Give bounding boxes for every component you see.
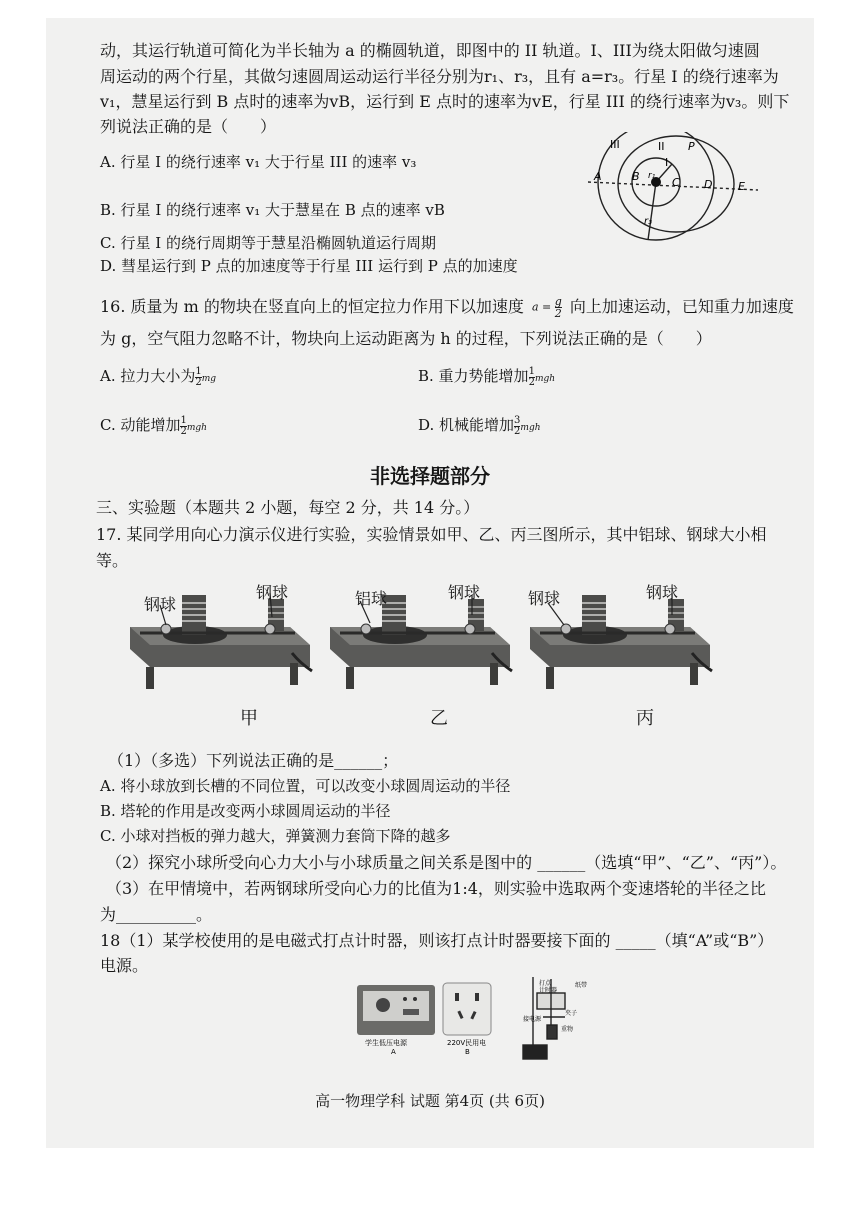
- q18-line-2: 电源。: [100, 956, 149, 975]
- low-voltage-supply-image: [357, 985, 435, 1035]
- q15-option-b: B. 行星 I 的绕行速率 v₁ 大于慧星在 B 点的速率 vB: [100, 201, 445, 219]
- power-connect-label: 接电源: [523, 1016, 542, 1023]
- section-3-heading: 三、实验题（本题共 2 小题，每空 2 分，共 14 分。）: [96, 498, 480, 517]
- apparatus-yi: [330, 595, 512, 689]
- q17-line-1: 17. 某同学用向心力演示仪进行实验，实验情景如甲、乙、丙三图所示，其中铝球、钢球大小相: [96, 525, 767, 544]
- q15-option-c: C. 行星 I 的绕行周期等于慧星沿椭圆轨道运行周期: [100, 234, 436, 252]
- q17-sub3-line-1: （3）在甲情境中，若两钢球所受向心力的比值为1:4，则实验中选取两个变速塔轮的半径之比: [106, 879, 766, 898]
- supply-b-caption: 220V民用电: [447, 1039, 487, 1047]
- q16-accel-lhs: a =: [531, 300, 552, 314]
- q16-option-a-tail: mg: [201, 374, 217, 384]
- q15-line-2: 周运动的两个行星，其做匀速圆周运动运行半径分别为r₁、r₃，且有 a=r₃。行星 I 的绕行速率为: [100, 67, 779, 86]
- q16-option-b-tail: mgh: [534, 374, 556, 384]
- q16-option-b-den: 2: [528, 376, 535, 388]
- label-d: D: [704, 178, 713, 191]
- label-b: B: [632, 170, 640, 183]
- supply-b-letter: B: [465, 1048, 470, 1056]
- supply-a-caption: 学生低压电源: [365, 1039, 407, 1047]
- fig-yi-caption: 乙: [430, 708, 448, 729]
- label-p: P: [688, 140, 695, 153]
- apparatus-bing: [530, 595, 712, 689]
- q16-option-a-text: A. 拉力大小为: [100, 367, 196, 385]
- q17-sub1-option-b: B. 塔轮的作用是改变两小球圆周运动的半径: [100, 802, 391, 820]
- power-source-figures: [355, 975, 615, 1065]
- q16-option-c-tail: mgh: [186, 423, 207, 433]
- fig-bing-right-label: 钢球: [646, 583, 679, 602]
- fig-jia-left-label: 钢球: [144, 595, 177, 614]
- q17-sub1-option-c: C. 小球对挡板的弹力越大，弹簧测力套筒下降的越多: [100, 827, 451, 845]
- q16-accel-num: g: [554, 295, 562, 308]
- label-i: I: [665, 156, 669, 169]
- orbit-diagram: [588, 132, 828, 262]
- q16-option-c-text: C. 动能增加: [100, 416, 181, 434]
- weight-label: 重物: [561, 1026, 574, 1033]
- q17-sub1-option-a: A. 将小球放到长槽的不同位置，可以改变小球圆周运动的半径: [100, 777, 511, 795]
- q15-option-a: A. 行星 I 的绕行速率 v₁ 大于行星 III 的速率 v₃: [100, 153, 417, 171]
- q17-line-2: 等。: [96, 551, 129, 570]
- q16-option-d-num: 3: [514, 414, 521, 426]
- supply-a-letter: A: [391, 1048, 396, 1056]
- label-ii: II: [658, 140, 665, 153]
- q15-line-4: 列说法正确的是（ ）: [100, 117, 277, 136]
- q15-line-3: v₁，慧星运行到 B 点时的速率为vB，运行到 E 点时的速率为vE，行星 III 的绕行速率为v₃。则下: [100, 92, 790, 111]
- page-footer: 高一物理学科 试题 第4页 (共 6页): [315, 1092, 545, 1110]
- q16-option-b: [418, 365, 555, 390]
- q17-sub3-line-2: 为__________。: [100, 905, 213, 924]
- q15-line-1: 动，其运行轨道可简化为半长轴为 a 的椭圆轨道，即图中的 II 轨道。I、III为绕太阳做匀速圆: [100, 41, 760, 60]
- q16-option-d-den: 2: [514, 425, 521, 437]
- q16-option-a-num: 1: [195, 365, 202, 377]
- wall-socket-image: [443, 983, 491, 1035]
- q16-line-1: [100, 296, 794, 319]
- q16-option-a-den: 2: [195, 376, 202, 388]
- q15-option-d: D. 彗星运行到 P 点的加速度等于行星 III 运行到 P 点的加速度: [100, 257, 518, 275]
- timer-label-1: 打点: [539, 980, 552, 987]
- label-iii: III: [610, 138, 620, 151]
- fig-yi-right-label: 钢球: [448, 583, 481, 602]
- clip-label: 夹子: [565, 1010, 578, 1017]
- q16-option-a: [100, 365, 216, 390]
- radius-r3-line: [648, 182, 656, 240]
- q17-sub1: （1）（多选）下列说法正确的是______；: [108, 751, 399, 770]
- tape-label: 纸带: [575, 982, 588, 989]
- label-a: A: [594, 170, 602, 183]
- q16-accel-formula: [532, 296, 562, 319]
- fig-bing-caption: 丙: [636, 708, 654, 729]
- section-title: 非选择题部分: [370, 464, 490, 488]
- q16-line-1-post: 向上加速运动，已知重力加速度: [569, 297, 794, 316]
- timer-label-2: 计时器: [539, 987, 558, 994]
- label-r1: r₁: [648, 171, 656, 181]
- q16-option-b-text: B. 重力势能增加: [418, 367, 529, 385]
- label-e: E: [738, 180, 745, 193]
- label-r3: r₃: [644, 216, 653, 227]
- q16-accel-den: 2: [554, 307, 562, 320]
- fig-jia-caption: 甲: [240, 708, 258, 729]
- label-c: C: [672, 176, 680, 189]
- q16-option-d-tail: mgh: [520, 423, 541, 433]
- q16-option-d-text: D. 机械能增加: [418, 416, 515, 434]
- q18-line-1: 18（1）某学校使用的是电磁式打点计时器，则该打点计时器要接下面的 _____（填“A”或“B”）: [100, 931, 774, 950]
- q17-sub2: （2）探究小球所受向心力大小与小球质量之间关系是图中的 ______（选填“甲”、“乙”、“丙”）。: [106, 853, 787, 872]
- q16-option-b-num: 1: [528, 365, 535, 377]
- fig-bing-left-label: 钢球: [528, 589, 561, 608]
- fig-jia-right-label: 钢球: [256, 583, 289, 602]
- q16-line-1-pre: 16. 质量为 m 的物块在竖直向上的恒定拉力作用下以加速度: [100, 297, 524, 316]
- q16-option-c-num: 1: [180, 414, 187, 426]
- q16-option-c-den: 2: [180, 425, 187, 437]
- apparatus-figures: [120, 575, 720, 705]
- fig-yi-left-label: 铝球: [355, 589, 388, 608]
- q16-option-c: [100, 414, 207, 439]
- q16-option-d: [418, 414, 541, 439]
- q16-line-2: 为 g，空气阻力忽略不计，物块向上运动距离为 h 的过程，下列说法正确的是（ ）: [100, 329, 712, 348]
